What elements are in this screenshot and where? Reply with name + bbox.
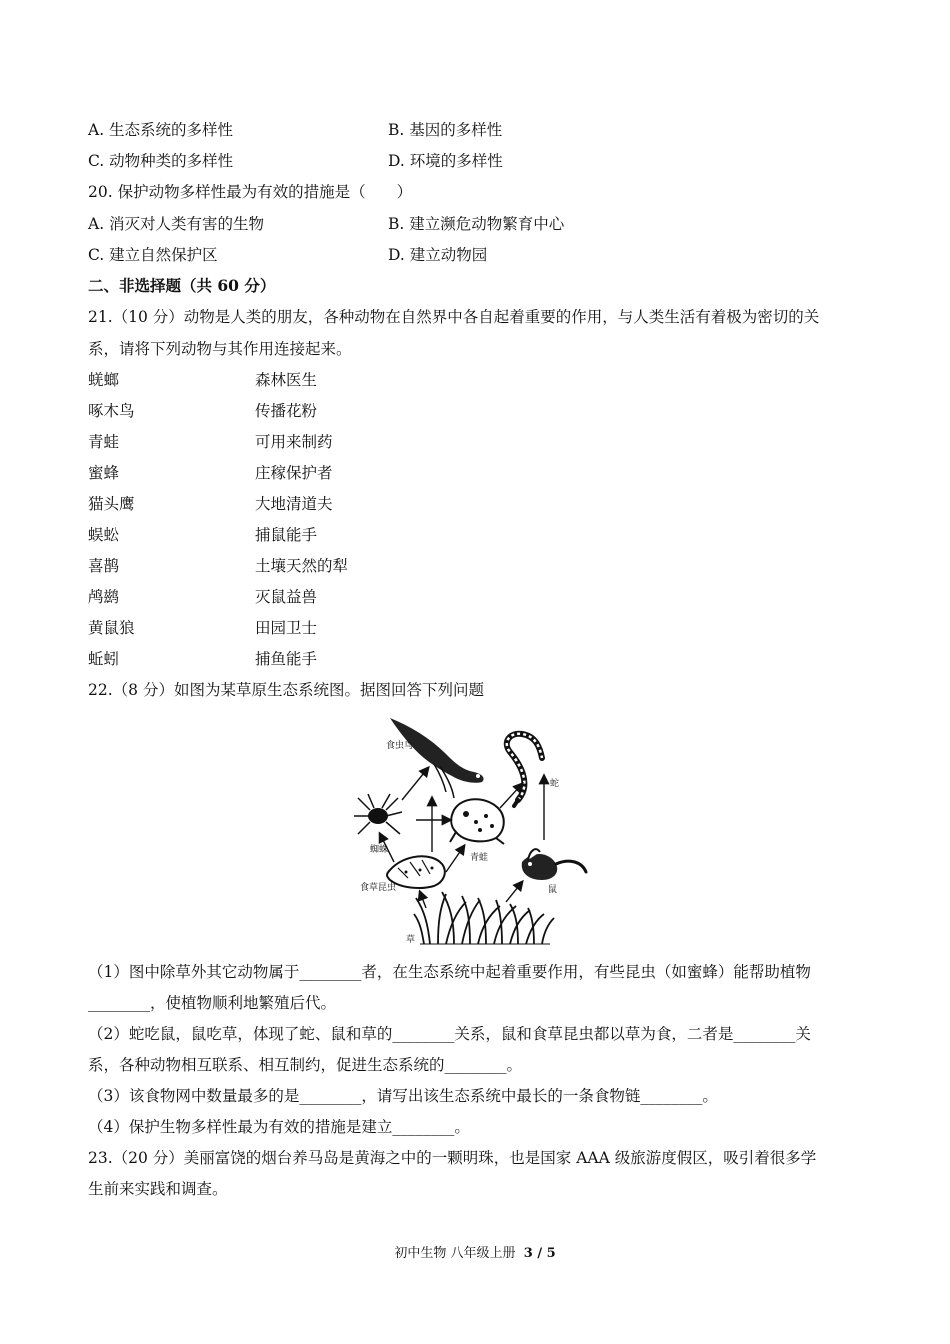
q19-option-d: D. 环境的多样性 — [388, 152, 503, 170]
frog-label: 青蛙 — [470, 853, 489, 863]
q21-stem-line2: 系，请将下列动物与其作用连接起来。 — [88, 340, 352, 358]
grass-drawing — [414, 892, 554, 944]
bird-label: 食虫鸟 — [386, 741, 414, 751]
animal-item: 蚯蚓 — [88, 650, 120, 668]
q22-part2-line2: 系，各种动物相互联系、相互制约，促进生态系统的________。 — [88, 1056, 523, 1074]
frog-drawing — [450, 799, 504, 844]
section-title: 二、非选择题（共 60 分） — [88, 276, 276, 295]
food-web-diagram — [350, 712, 590, 948]
q20-option-b: B. 建立濒危动物繁育中心 — [388, 215, 565, 233]
snake-label: 蛇 — [550, 779, 560, 789]
q22-part2-line1: （2）蛇吃鼠，鼠吃草，体现了蛇、鼠和草的________关系，鼠和食草昆虫都以草为食，二者是________关 — [88, 1025, 811, 1043]
animal-item: 蜣螂 — [88, 371, 120, 389]
q20-option-d: D. 建立动物园 — [388, 246, 488, 264]
q19-option-b: B. 基因的多样性 — [388, 121, 503, 139]
animal-item: 蜈蚣 — [88, 526, 120, 544]
q23-stem-line2: 生前来实践和调查。 — [88, 1180, 228, 1198]
role-item: 捕鱼能手 — [255, 650, 318, 668]
animal-item: 喜鹊 — [88, 557, 120, 575]
animal-item: 蜜蜂 — [88, 464, 120, 482]
footer-subject: 初中生物 八年级上册 — [394, 1246, 516, 1261]
q21-stem-line1: 21.（10 分）动物是人类的朋友，各种动物在自然界中各自起着重要的作用，与人类生活有着极为密切的关 — [88, 308, 820, 326]
role-item: 可用来制药 — [255, 433, 333, 451]
q22-part1-line2: ________，使植物顺利地繁殖后代。 — [88, 994, 337, 1012]
mouse-label: 鼠 — [548, 885, 558, 895]
page-footer — [0, 1245, 950, 1263]
role-item: 庄稼保护者 — [255, 464, 333, 482]
insect-label: 食草昆虫 — [360, 883, 397, 893]
q23-stem-line1: 23.（20 分）美丽富饶的烟台养马岛是黄海之中的一颗明珠，也是国家 AAA 级旅游度假区，吸引着很多学 — [88, 1149, 817, 1167]
q22-part1-line1: （1）图中除草外其它动物属于________者，在生态系统中起着重要作用，有些昆虫（如蜜蜂）能帮助植物 — [88, 963, 811, 981]
animal-item: 猫头鹰 — [88, 495, 135, 513]
animal-item: 青蛙 — [88, 433, 120, 451]
mouse-drawing — [522, 849, 586, 880]
q20-option-c: C. 建立自然保护区 — [88, 246, 218, 264]
footer-page-separator: / — [532, 1246, 547, 1261]
role-item: 田园卫士 — [255, 619, 318, 637]
q20-stem: 20. 保护动物多样性最为有效的措施是（ ） — [88, 183, 413, 201]
bird-drawing — [390, 718, 484, 798]
role-item: 土壤天然的犁 — [255, 557, 349, 575]
animal-item: 鸬鹚 — [88, 588, 120, 606]
role-item: 森林医生 — [255, 371, 318, 389]
footer-page-current: 3 — [523, 1246, 533, 1261]
role-item: 传播花粉 — [255, 402, 318, 420]
q22-part3: （3）该食物网中数量最多的是________，请写出该生态系统中最长的一条食物链________。 — [88, 1087, 718, 1105]
animal-item: 啄木鸟 — [88, 402, 135, 420]
q19-option-a: A. 生态系统的多样性 — [88, 121, 234, 139]
q22-stem: 22.（8 分）如图为某草原生态系统图。据图回答下列问题 — [88, 681, 484, 699]
role-item: 大地清道夫 — [255, 495, 333, 513]
spider-label: 蜘蛛 — [370, 845, 389, 855]
grass-label: 草 — [406, 935, 416, 945]
footer-page-total: 5 — [546, 1246, 556, 1261]
q20-option-a: A. 消灭对人类有害的生物 — [88, 215, 265, 233]
role-item: 捕鼠能手 — [255, 526, 318, 544]
spider-drawing — [354, 794, 402, 834]
q19-option-c: C. 动物种类的多样性 — [88, 152, 234, 170]
animal-item: 黄鼠狼 — [88, 619, 135, 637]
role-item: 灭鼠益兽 — [255, 588, 318, 606]
q22-part4: （4）保护生物多样性最为有效的措施是建立________。 — [88, 1118, 470, 1136]
